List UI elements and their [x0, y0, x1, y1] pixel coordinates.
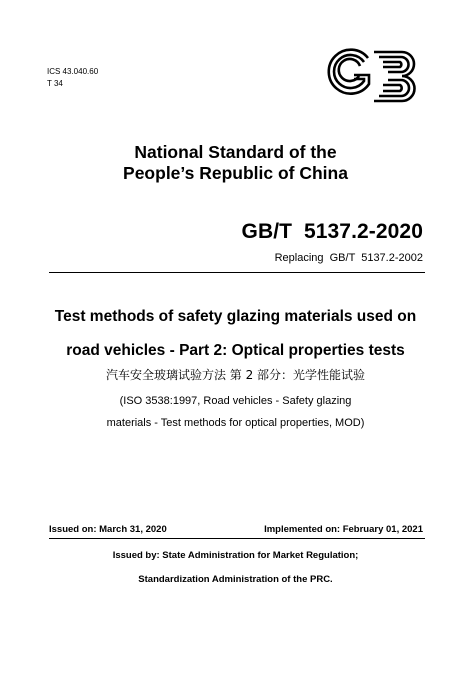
- implemented-on-date: Implemented on: February 01, 2021: [264, 524, 423, 535]
- english-title-line-2: road vehicles - Part 2: Optical properties tests: [66, 342, 405, 359]
- issued-on-date: Issued on: March 31, 2020: [49, 524, 167, 535]
- classification-codes: [47, 66, 98, 90]
- chinese-title: 汽车安全玻璃试验方法 第 2 部分：光学性能试验: [105, 368, 366, 382]
- ics-code: ICS 43.040.60: [47, 67, 99, 76]
- national-title-line-2: People’s Republic of China: [123, 163, 348, 183]
- english-title-line-1: Test methods of safety glazing materials used on: [54, 308, 417, 325]
- footer-divider: [49, 538, 425, 539]
- national-title-line-1: National Standard of the: [134, 142, 337, 162]
- iso-reference-line-1: (ISO 3538:1997, Road vehicles - Safety glazing: [119, 395, 352, 407]
- iso-reference: [0, 390, 471, 434]
- ccs-code: T 34: [47, 79, 63, 88]
- national-standard-title: [0, 142, 471, 184]
- issuer-line-1: Issued by: State Administration for Market Regulation;: [112, 550, 359, 561]
- replacing-note: Replacing GB/T 5137.2-2002: [274, 252, 423, 264]
- gb-logo-icon: [322, 44, 426, 108]
- header-divider: [49, 272, 425, 273]
- issuer-line-2: Standardization Administration of the PRC.: [138, 574, 333, 585]
- standard-code: GB/T 5137.2-2020: [241, 220, 423, 243]
- english-title: [0, 300, 471, 368]
- iso-reference-line-2: materials - Test methods for optical properties, MOD): [106, 417, 365, 429]
